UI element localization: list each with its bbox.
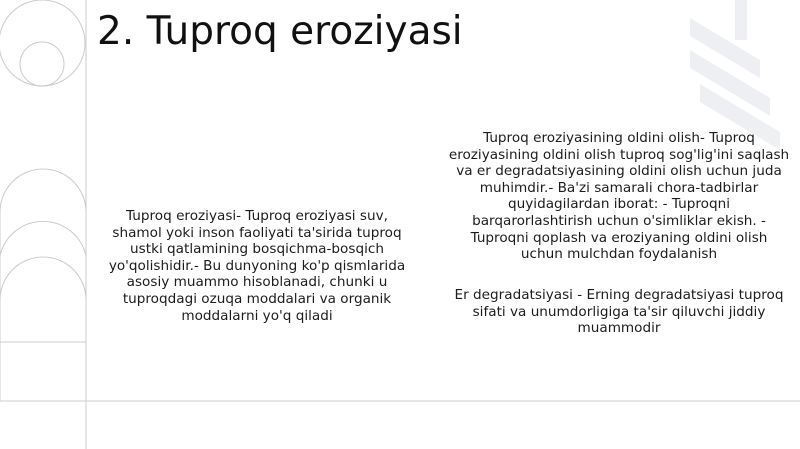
slide-title: 2. Tuproq eroziyasi xyxy=(97,9,463,54)
deco-arch-1 xyxy=(0,212,86,300)
right-text-block-prevention: Tuproq eroziyasining oldini olish- Tuproq eroziyasining oldini olish tuproq sog'lig'ini saqlash va er degradatsiyasining oldini olish uchun juda muhimdir.- Ba'zi samarali chora-tadbirlar quyidagilardan iborat: - Tuproqni barqarorlashtirish uchun o'simliklar ekish. - Tuproqni qoplash va eroziyaning oldini olish uchun mulchdan foydalanish xyxy=(448,130,790,263)
deco-circle-small xyxy=(20,42,64,86)
left-text-block: Tuproq eroziyasi- Tuproq eroziyasi suv, shamol yoki inson faoliyati ta'sirida tuproq ustki qatlamining bosqichma-bosqich yo'qolishidir.- Bu dunyoning ko'p qismlarida asosiy muammo hisoblanadi, chunki u tuproqdagi ozuqa moddalari va organik moddalarni yo'q qiladi xyxy=(108,208,406,324)
deco-circle-large xyxy=(0,0,85,86)
deco-arch-outer xyxy=(0,169,86,342)
deco-watermark xyxy=(690,0,780,150)
deco-arch-2 xyxy=(0,257,86,300)
right-text-block-degradation: Er degradatsiyasi - Erning degradatsiyasi tuproq sifati va unumdorligiga ta'sir qiluvchi jiddiy muammodir xyxy=(454,287,784,337)
